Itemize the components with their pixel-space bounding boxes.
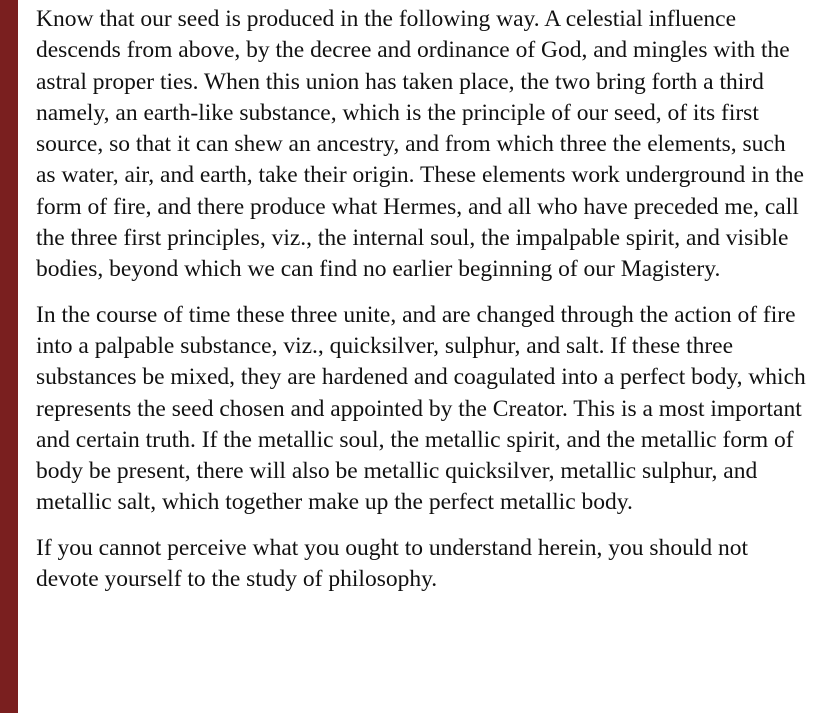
- left-margin-rule: [0, 0, 18, 713]
- paragraph-2: In the course of time these three unite, and are changed through the action of fire into a palpable substance, viz., quicksilver, sulphur, and salt. If these three substances be mixed, they are hardened and coagulated into a perfect body, which represents the seed chosen and appointed by the Creator. This is a most important and certain truth. If the metallic soul, the metallic spirit, and the metallic form of body be present, there will also be metallic quicksilver, metallic sulphur, and metallic salt, which together make up the perfect metallic body.: [36, 301, 806, 516]
- document-body: [36, 4, 806, 609]
- paragraph-3: If you cannot perceive what you ought to understand herein, you should not devote yourself to the study of philosophy.: [36, 534, 749, 593]
- paragraph-1: Know that our seed is produced in the following way. A celestial influence descends from above, by the decree and ordinance of God, and mingles with the astral proper ties. When this union has taken place, the two bring forth a third namely, an earth-like substance, which is the principle of our seed, of its first source, so that it can shew an ancestry, and from which three the elements, such as water, air, and earth, take their origin. These elements work underground in the form of fire, and there produce what Hermes, and all who have preceded me, call the three first principles, viz., the internal soul, the impalpable spirit, and visible bodies, beyond which we can find no earlier beginning of our Magistery.: [36, 6, 804, 283]
